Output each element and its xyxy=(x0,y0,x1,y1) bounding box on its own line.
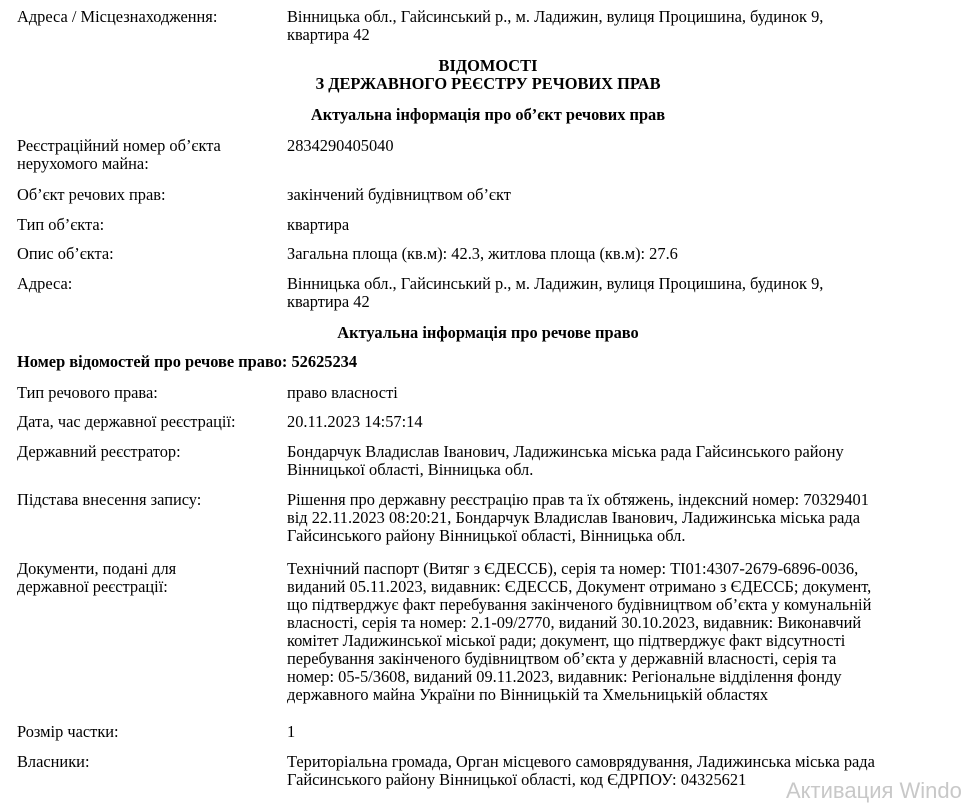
documents-value xyxy=(287,560,976,704)
top-address-line: квартира 42 xyxy=(287,25,370,44)
owners-label: Власники: xyxy=(17,752,90,771)
documents-line: що підтверджує факт перебування закінченого будівництвом об’єкта у комунальній xyxy=(287,595,872,614)
basis-value xyxy=(287,491,976,545)
activation-watermark: Активация Windo xyxy=(786,778,962,803)
basis-label: Підстава внесення запису: xyxy=(17,490,202,509)
documents-line: Технічний паспорт (Витяг з ЄДЕССБ), серія та номер: ТІ01:4307-2679-6896-0036, xyxy=(287,559,859,578)
basis-line: від 22.11.2023 08:20:21, Бондарчук Владислав Іванович, Ладижинська міська рада xyxy=(287,508,861,527)
documents-line: комітет Ладижинської міської ради; документ, що підтверджує факт відсутності xyxy=(287,631,846,650)
reg-number-label-line: Реєстраційний номер об’єкта xyxy=(17,136,221,155)
record-number: Номер відомостей про речове право: 52625234 xyxy=(17,352,358,371)
right-section-title: Актуальна інформація про речове право xyxy=(337,323,639,342)
top-address-line: Вінницька обл., Гайсинський р., м. Ладижин, вулиця Процишина, будинок 9, xyxy=(287,7,824,26)
documents-line: номер: 05-5/3608, виданий 09.11.2023, видавник: Регіональне відділення фонду xyxy=(287,667,842,686)
object-address-line: Вінницька обл., Гайсинський р., м. Ладижин, вулиця Процишина, будинок 9, xyxy=(287,274,824,293)
documents-line: виданий 05.11.2023, видавник: ЄДЕССБ, Документ отримано з ЄДЕССБ; документ, xyxy=(287,577,872,596)
reg-number-label-line: нерухомого майна: xyxy=(17,154,149,173)
registrar-value xyxy=(287,443,976,479)
object-address-value xyxy=(287,275,976,311)
object-value: закінчений будівництвом об’єкт xyxy=(287,185,511,204)
object-section-title: Актуальна інформація про об’єкт речових прав xyxy=(310,105,666,124)
top-address-value xyxy=(287,8,976,44)
basis-line: Гайсинського району Вінницької області, Вінницька обл. xyxy=(287,526,686,545)
basis-line: Рішення про державну реєстрацію прав та їх обтяжень, індексний номер: 70329401 xyxy=(287,490,869,509)
registrar-line: Вінницької області, Вінницька обл. xyxy=(287,460,534,479)
documents-line: власності, серія та номер: 2.1-09/2770, виданий 30.10.2023, видавник: Виконавчий xyxy=(287,613,862,632)
reg-date-value: 20.11.2023 14:57:14 xyxy=(287,412,423,431)
reg-number-label xyxy=(17,137,279,173)
registrar-line: Бондарчук Владислав Іванович, Ладижинська міська рада Гайсинського району xyxy=(287,442,844,461)
documents-label-line: Документи, подані для xyxy=(17,559,177,578)
top-address-label: Адреса / Місцезнаходження: xyxy=(17,7,218,26)
object-description-label: Опис об’єкта: xyxy=(17,244,114,263)
right-type-value: право власності xyxy=(287,383,398,402)
documents-line: перебування закінченого будівництвом об’єкта у державній власності, серія та xyxy=(287,649,837,668)
document-heading xyxy=(0,57,976,93)
object-label: Об’єкт речових прав: xyxy=(17,185,166,204)
reg-number-value: 2834290405040 xyxy=(287,136,394,155)
owners-line: Гайсинського району Вінницької області, код ЄДРПОУ: 04325621 xyxy=(287,770,747,789)
documents-label xyxy=(17,560,279,596)
object-type-value: квартира xyxy=(287,215,350,234)
heading-line: ВІДОМОСТІ xyxy=(438,56,538,75)
registrar-label: Державний реєстратор: xyxy=(17,442,181,461)
documents-label-line: державної реєстрації: xyxy=(17,577,168,596)
object-description-value: Загальна площа (кв.м): 42.3, житлова площа (кв.м): 27.6 xyxy=(287,244,678,263)
documents-line: державного майна України по Вінницькій та Хмельницькій областях xyxy=(287,685,769,704)
object-address-label: Адреса: xyxy=(17,274,73,293)
object-type-label: Тип об’єкта: xyxy=(17,215,105,234)
object-address-line: квартира 42 xyxy=(287,292,370,311)
share-value: 1 xyxy=(287,722,296,741)
reg-date-label: Дата, час державної реєстрації: xyxy=(17,412,236,431)
heading-line: З ДЕРЖАВНОГО РЕЄСТРУ РЕЧОВИХ ПРАВ xyxy=(315,74,661,93)
share-label: Розмір частки: xyxy=(17,722,119,741)
right-type-label: Тип речового права: xyxy=(17,383,158,402)
owners-line: Територіальна громада, Орган місцевого самоврядування, Ладижинська міська рада xyxy=(287,752,875,771)
